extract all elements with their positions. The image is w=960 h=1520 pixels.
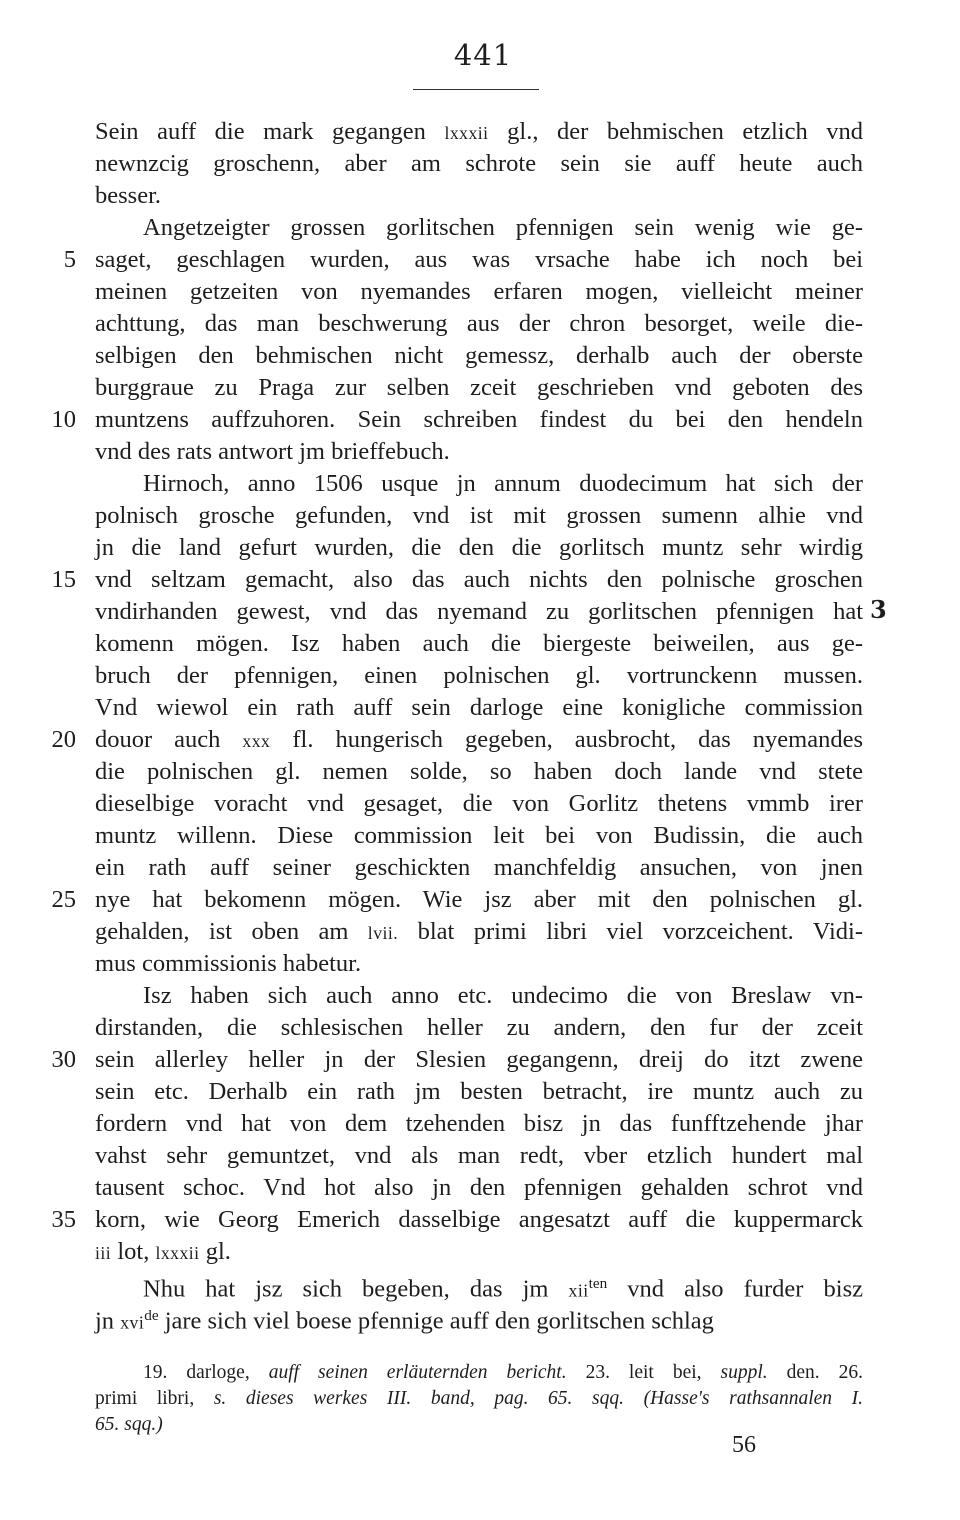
small-caps-numeral: xii	[568, 1280, 589, 1301]
text-run: blat primi libri viel vorzceichent. Vidi-	[398, 918, 863, 945]
text-run: bruch der pfennigen, einen polnischen gl. vortrunckenn mussen.	[95, 662, 863, 689]
line-number: 35	[51, 1206, 76, 1233]
text-line	[95, 276, 863, 308]
small-caps-numeral: iii	[95, 1243, 112, 1263]
page-number: 441	[453, 38, 513, 72]
text-run: komenn mögen. Isz haben auch die biergeste beiweilen, aus ge-	[95, 630, 863, 657]
text-run: tausent schoc. Vnd hot also jn den pfennigen gehalden schrot vnd	[95, 1174, 863, 1201]
text-run: saget, geschlagen wurden, aus was vrsache habe ich noch bei	[95, 246, 863, 273]
text-line	[95, 372, 863, 404]
text-run: 23. leit bei,	[566, 1362, 721, 1383]
italic-run: suppl.	[720, 1362, 768, 1383]
text-run: fl. hungerisch gegeben, ausbrocht, das nyemandes	[270, 726, 863, 753]
footnote-line	[95, 1360, 863, 1386]
text-run: muntzens auffzuhoren. Sein schreiben findest du bei den hendeln	[95, 406, 863, 433]
text-run: die polnischen gl. nemen solde, so haben doch lande vnd stete	[95, 758, 863, 785]
text-run: muntz willenn. Diese commission leit bei von Budissin, die auch	[95, 822, 863, 849]
text-run: douor auch	[95, 726, 243, 753]
text-run: mus commissionis habetur.	[95, 950, 362, 977]
text-run: jare sich viel boese pfennige auff den gorlitschen schlag	[158, 1307, 714, 1335]
small-caps-numeral: lvii.	[367, 923, 399, 943]
text-run: nye hat bekomenn mögen. Wie jsz aber mit den polnischen gl.	[95, 886, 863, 913]
italic-run: s. dieses werkes III. band, pag. 65. sqq.	[213, 1388, 624, 1409]
line-number: 25	[51, 886, 76, 913]
text-line	[95, 788, 863, 820]
text-line	[95, 340, 863, 372]
text-run: primi libri,	[95, 1388, 214, 1409]
text-run: gl., der behmischen etzlich vnd	[488, 118, 863, 145]
text-line	[95, 628, 863, 660]
text-line	[95, 468, 863, 500]
text-run: Isz haben sich auch anno etc. undecimo die von Breslaw vn-	[143, 982, 863, 1009]
text-line	[95, 756, 863, 788]
text-line	[95, 980, 863, 1012]
text-run: newnzcig groschenn, aber am schrote sein sie auff heute auch	[95, 150, 863, 177]
text-line	[95, 1204, 863, 1236]
text-line	[95, 308, 863, 340]
text-run: Sein auff die mark gegangen	[95, 118, 445, 145]
small-caps-numeral: xvi	[120, 1312, 145, 1333]
text-line	[95, 852, 863, 884]
superscript: ten	[588, 1275, 608, 1292]
text-run: lot,	[111, 1238, 156, 1265]
text-line	[95, 692, 863, 724]
text-run: jn	[95, 1307, 121, 1335]
small-caps-numeral: lxxxii	[444, 123, 489, 143]
text-run: vnd des rats antwort jm brieffebuch.	[95, 438, 450, 465]
italic-run: (Hasse's rathsannalen I.	[643, 1388, 863, 1409]
text-line	[95, 500, 863, 532]
text-run: Nhu hat jsz sich begeben, das jm	[143, 1275, 569, 1303]
text-line	[95, 724, 863, 756]
text-line	[95, 148, 863, 180]
line-number: 10	[51, 406, 76, 433]
text-run: den. 26.	[767, 1362, 863, 1383]
text-run: korn, wie Georg Emerich dasselbige angesatzt auff die kuppermarck	[95, 1206, 863, 1233]
text-run: Angetzeigter grossen gorlitschen pfennigen sein wenig wie ge-	[143, 214, 863, 241]
text-line	[95, 1236, 863, 1268]
text-line	[95, 1140, 863, 1172]
text-line	[95, 820, 863, 852]
text-line	[95, 180, 863, 212]
text-run	[624, 1388, 644, 1409]
text-run: polnisch grosche gefunden, vnd ist mit grossen sumenn alhie vnd	[95, 502, 863, 529]
text-line	[95, 596, 863, 628]
line-number: 15	[51, 566, 76, 593]
text-run: sein allerley heller jn der Slesien gegangenn, dreij do itzt zwene	[95, 1046, 863, 1073]
text-line	[95, 1268, 863, 1303]
text-run: dirstanden, die schlesischen heller zu andern, den fur der zceit	[95, 1014, 863, 1041]
text-run: burggraue zu Praga zur selben zceit geschrieben vnd geboten des	[95, 374, 863, 401]
text-run: Hirnoch, anno 1506 usque jn annum duodecimum hat sich der	[143, 470, 863, 497]
line-number: 5	[63, 246, 76, 273]
text-line	[95, 404, 863, 436]
text-line	[95, 948, 863, 980]
text-run: gehalden, ist oben am	[95, 918, 368, 945]
text-run: meinen getzeiten von nyemandes erfaren mogen, vielleicht meiner	[95, 278, 863, 305]
text-run: selbigen den behmischen nicht gemessz, derhalb auch der oberste	[95, 342, 863, 369]
text-line	[95, 1076, 863, 1108]
text-line	[95, 1044, 863, 1076]
text-line	[95, 564, 863, 596]
line-number: 20	[51, 726, 76, 753]
text-line	[95, 436, 863, 468]
header-rule	[413, 89, 539, 90]
text-line	[95, 884, 863, 916]
text-run: achttung, das man beschwerung aus der chron besorget, weile die-	[95, 310, 863, 337]
text-run: vnd seltzam gemacht, also das auch nichts den polnische groschen	[95, 566, 863, 593]
text-run: besser.	[95, 182, 161, 209]
italic-run: auff seinen erläuternden bericht.	[268, 1362, 567, 1383]
text-line	[95, 116, 863, 148]
superscript: de	[144, 1307, 159, 1324]
small-caps-numeral: xxx	[242, 731, 271, 751]
small-caps-numeral: lxxxii	[155, 1243, 200, 1263]
signature-mark: 56	[732, 1432, 756, 1458]
text-run: sein etc. Derhalb ein rath jm besten betracht, ire muntz auch zu	[95, 1078, 863, 1105]
text-line	[95, 212, 863, 244]
text-run: vndirhanden gewest, vnd das nyemand zu gorlitschen pfennigen hat	[95, 598, 863, 625]
text-run: Vnd wiewol ein rath auff sein darloge eine konigliche commission	[95, 694, 863, 721]
text-run: ein rath auff seiner geschickten manchfeldig ansuchen, von jnen	[95, 854, 863, 881]
footnote-line	[95, 1386, 863, 1412]
text-line	[95, 244, 863, 276]
text-line	[95, 532, 863, 564]
text-line	[95, 916, 863, 948]
text-run: 19. darloge,	[143, 1362, 269, 1383]
text-line	[95, 1300, 863, 1335]
text-line	[95, 1012, 863, 1044]
text-run: jn die land gefurt wurden, die den die gorlitsch muntz sehr wirdig	[95, 534, 863, 561]
margin-mark: 3	[870, 595, 887, 624]
text-run: gl.	[199, 1238, 231, 1265]
text-run: vahst sehr gemuntzet, vnd als man redt, vber etzlich hundert mal	[95, 1142, 863, 1169]
text-line	[95, 1172, 863, 1204]
line-number: 30	[51, 1046, 76, 1073]
text-run: dieselbige voracht vnd gesaget, die von Gorlitz thetens vmmb irer	[95, 790, 863, 817]
text-line	[95, 1108, 863, 1140]
text-run: vnd also furder bisz	[607, 1275, 863, 1303]
text-line	[95, 660, 863, 692]
italic-run: 65. sqq.)	[95, 1414, 163, 1435]
text-run: fordern vnd hat von dem tzehenden bisz jn das funfftzehende jhar	[95, 1110, 863, 1137]
